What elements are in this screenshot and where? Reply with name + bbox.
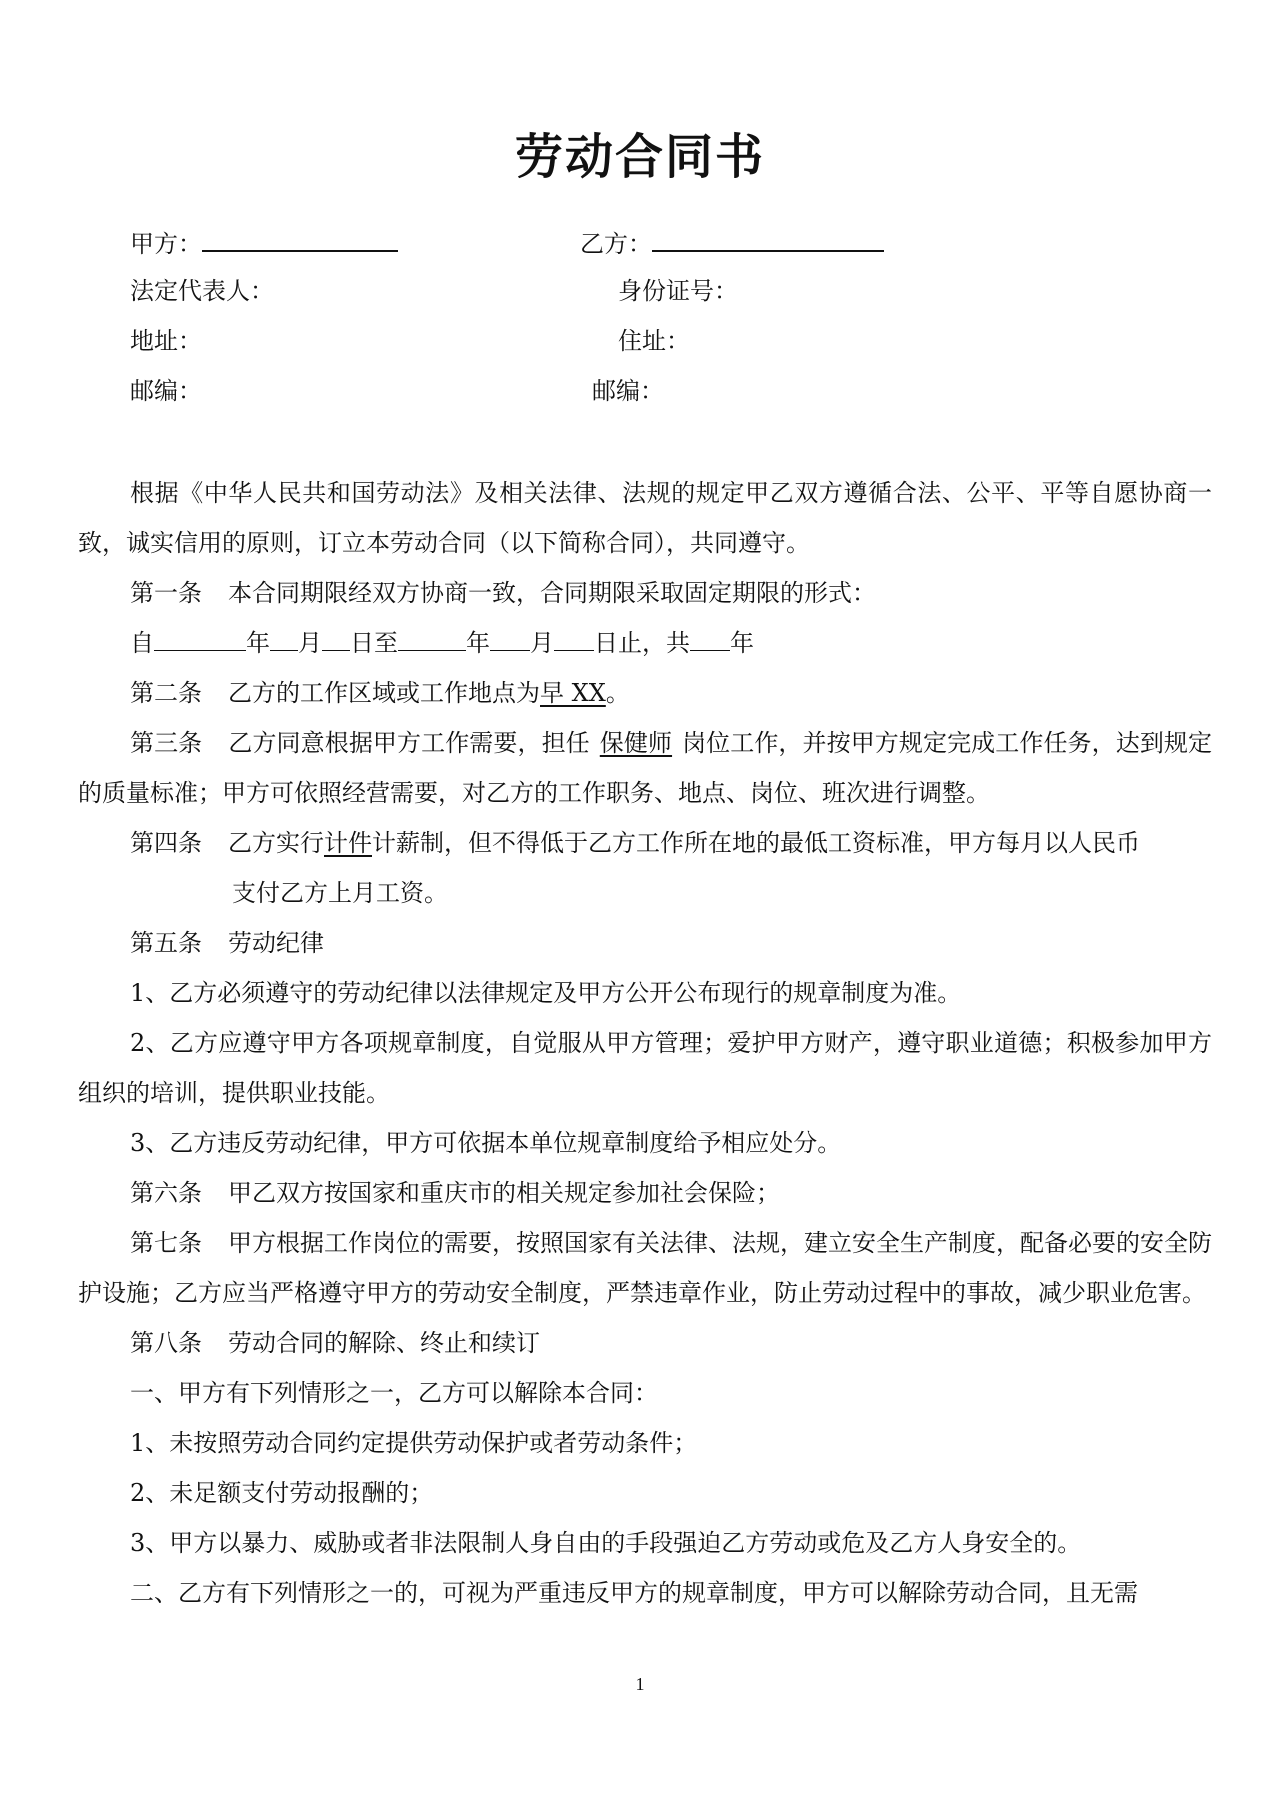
pay-type-value[interactable]: 计件: [324, 829, 372, 857]
contract-body: [78, 468, 1212, 1618]
document-title: 劳动合同书: [514, 129, 765, 185]
term-end-month-unit: 月: [530, 629, 554, 657]
article-6-num: 第六条: [130, 1179, 202, 1207]
article-5-num: 第五条: [130, 929, 202, 957]
term-end-day-blank[interactable]: [554, 624, 594, 651]
position-value[interactable]: 保健师: [599, 729, 673, 757]
party-b-residence-label: 住址：: [618, 327, 690, 355]
party-a-rep-label: 法定代表人：: [130, 277, 274, 305]
article-8-sub-2: 二、乙方有下列情形之一的，可视为严重违反甲方的规章制度，甲方可以解除劳动合同，且无需: [130, 1579, 1138, 1607]
term-month-unit: 月: [298, 629, 322, 657]
article-2-text: 乙方的工作区域或工作地点为: [228, 679, 540, 707]
party-a-line: [130, 226, 398, 259]
article-2: [78, 668, 1212, 718]
article-8-heading: 劳动合同的解除、终止和续订: [228, 1329, 540, 1357]
term-from: 自: [130, 629, 154, 657]
term-to: 日至: [350, 629, 398, 657]
article-4-line2: 支付乙方上月工资。: [232, 879, 448, 907]
article-4-text: 乙方实行: [228, 829, 324, 857]
article-1: [78, 568, 1212, 618]
term-end-year-unit: 年: [466, 629, 490, 657]
article-8-num: 第八条: [130, 1329, 202, 1357]
article-7-text: 甲方根据工作岗位的需要，按照国家有关法律、法规，建立安全生产制度，配备必要的安全防护设施；乙方应当严格遵守甲方的劳动安全制度，严禁违章作业，防止劳动过程中的事故，减少职业危害。: [78, 1229, 1212, 1307]
term-end-year-blank[interactable]: [398, 624, 466, 651]
page-number: 1: [635, 1674, 645, 1694]
term-end-month-blank[interactable]: [490, 624, 530, 651]
article-3: [78, 718, 1212, 818]
party-a-label: 甲方：: [130, 230, 202, 258]
term-total-years-blank[interactable]: [690, 624, 730, 651]
term-total: 日止，共: [594, 629, 690, 657]
article-2-num: 第二条: [130, 679, 202, 707]
article-8-sub-1-item-1: 1、未按照劳动合同约定提供劳动保护或者劳动条件；: [130, 1429, 698, 1457]
term-start-year-blank[interactable]: [154, 624, 246, 651]
article-5-item-1: 1、乙方必须遵守的劳动纪律以法律规定及甲方公开公布现行的规章制度为准。: [130, 979, 962, 1007]
preamble: 根据《中华人民共和国劳动法》及相关法律、法规的规定甲乙双方遵循合法、公平、平等自愿协商一致，诚实信用的原则，订立本劳动合同（以下简称合同），共同遵守。: [78, 479, 1212, 557]
article-4-rest: 计薪制，但不得低于乙方工作所在地的最低工资标准，甲方每月以人民币: [372, 829, 1140, 857]
article-3-text: 乙方同意根据甲方工作需要，担任: [228, 729, 590, 757]
party-a-postcode-label: 邮编：: [130, 377, 202, 405]
party-b-label: 乙方：: [580, 230, 652, 258]
article-4-num: 第四条: [130, 829, 202, 857]
article-5-heading: 劳动纪律: [228, 929, 324, 957]
party-a-blank[interactable]: [202, 226, 398, 252]
work-location-value[interactable]: 早 XX: [540, 679, 606, 707]
article-1-num: 第一条: [130, 579, 202, 607]
article-5-item-3: 3、乙方违反劳动纪律，甲方可依据本单位规章制度给予相应处分。: [130, 1129, 842, 1157]
article-1-text: 本合同期限经双方协商一致，合同期限采取固定期限的形式：: [228, 579, 876, 607]
party-b-postcode-label: 邮编：: [592, 377, 664, 405]
party-b-id-label: 身份证号：: [618, 277, 738, 305]
party-a-address-label: 地址：: [130, 327, 202, 355]
article-6: [78, 1168, 1212, 1218]
article-4: [78, 818, 1212, 868]
article-8-sub-1: 一、甲方有下列情形之一，乙方可以解除本合同：: [130, 1379, 658, 1407]
article-7-num: 第七条: [130, 1229, 202, 1257]
term-start-day-blank[interactable]: [322, 624, 350, 651]
article-1-term: [78, 618, 1212, 668]
term-total-unit: 年: [730, 629, 754, 657]
party-b-line: [580, 226, 884, 259]
term-year-unit: 年: [246, 629, 270, 657]
article-3-rest: 岗位工作，并按甲方规定完成工作任务，达到规定的质量标准；甲方可依照经营需要，对乙方的工作职务、地点、岗位、班次进行调整。: [78, 729, 1213, 807]
party-b-blank[interactable]: [652, 226, 884, 252]
article-8-sub-1-item-3: 3、甲方以暴力、威胁或者非法限制人身自由的手段强迫乙方劳动或危及乙方人身安全的。: [130, 1529, 1082, 1557]
article-5: [78, 918, 1212, 968]
term-start-month-blank[interactable]: [270, 624, 298, 651]
article-8: [78, 1318, 1212, 1368]
article-5-item-2: 2、乙方应遵守甲方各项规章制度，自觉服从甲方管理；爱护甲方财产，遵守职业道德；积极参加甲方组织的培训，提供职业技能。: [78, 1029, 1212, 1107]
article-8-sub-1-item-2: 2、未足额支付劳动报酬的；: [130, 1479, 434, 1507]
article-3-num: 第三条: [130, 729, 203, 757]
article-7: [78, 1218, 1212, 1318]
article-2-end: 。: [605, 679, 630, 707]
article-6-text: 甲乙双方按国家和重庆市的相关规定参加社会保险；: [228, 1179, 780, 1207]
